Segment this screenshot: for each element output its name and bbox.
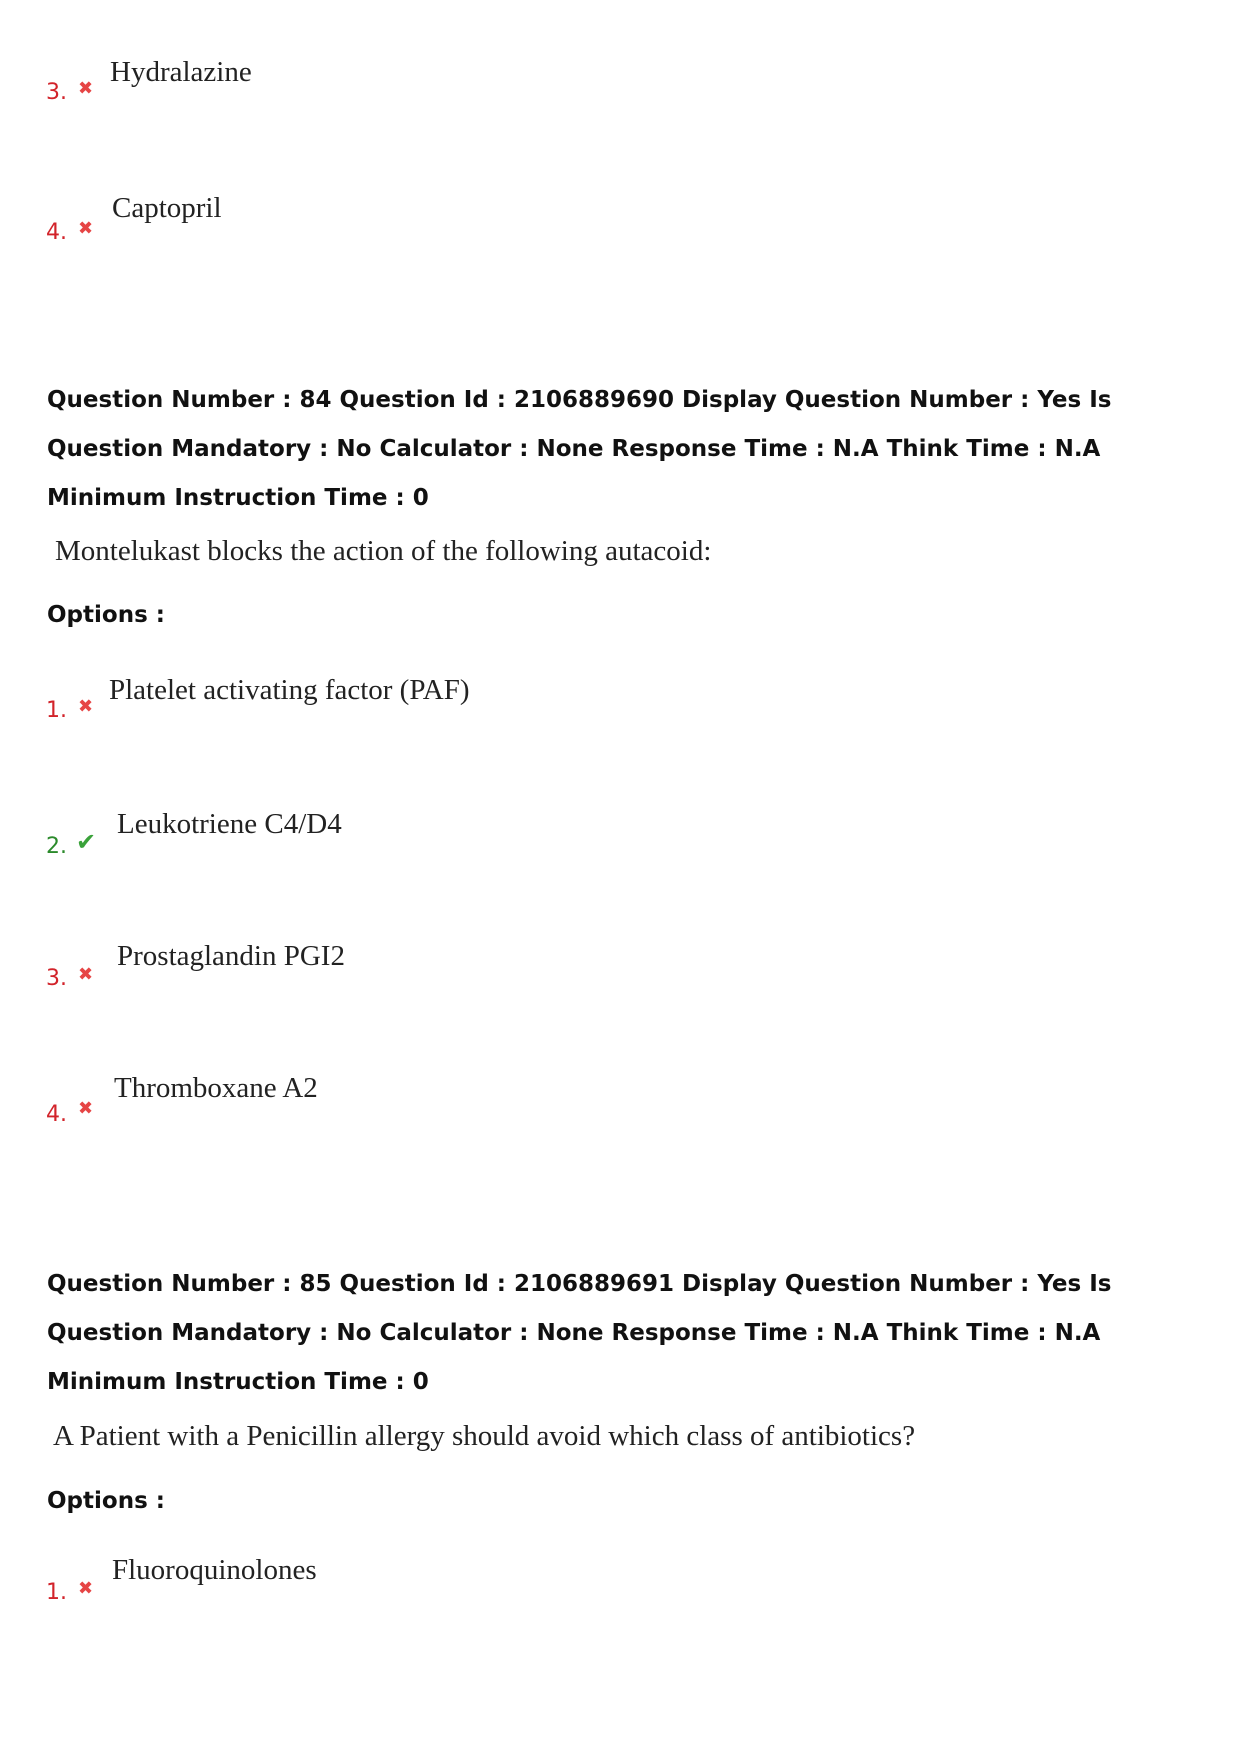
cross-icon: ✖ xyxy=(78,696,94,717)
cross-icon: ✖ xyxy=(78,964,94,985)
option-text: Captopril xyxy=(112,192,222,224)
question-text: Montelukast blocks the action of the following autacoid: xyxy=(55,535,712,567)
cross-icon: ✖ xyxy=(78,78,94,99)
question-metadata: Question Number : 84 Question Id : 2106889690 Display Question Number : Yes Is Question Mandatory : No Calculator : None Response Time : N.A Think Time : N.A Minimum Instruction Time : 0 xyxy=(47,387,1112,511)
option-text: Thromboxane A2 xyxy=(114,1072,318,1104)
options-label: Options : xyxy=(47,1488,165,1514)
option-text: Leukotriene C4/D4 xyxy=(117,808,342,840)
option-number: 2. xyxy=(46,834,67,859)
option-number: 1. xyxy=(46,698,67,723)
question-metadata: Question Number : 85 Question Id : 2106889691 Display Question Number : Yes Is Question Mandatory : No Calculator : None Response Time : N.A Think Time : N.A Minimum Instruction Time : 0 xyxy=(47,1271,1112,1395)
check-icon: ✔ xyxy=(76,828,97,856)
question-text: A Patient with a Penicillin allergy should avoid which class of antibiotics? xyxy=(53,1420,916,1452)
cross-icon: ✖ xyxy=(78,218,94,239)
option-number: 3. xyxy=(46,80,67,105)
option-text: Platelet activating factor (PAF) xyxy=(109,674,470,706)
option-number: 1. xyxy=(46,1580,67,1605)
option-text: Hydralazine xyxy=(110,56,252,88)
option-number: 4. xyxy=(46,220,67,245)
option-text: Fluoroquinolones xyxy=(112,1554,317,1586)
option-number: 4. xyxy=(46,1102,67,1127)
option-text: Prostaglandin PGI2 xyxy=(117,940,345,972)
cross-icon: ✖ xyxy=(78,1098,94,1119)
option-number: 3. xyxy=(46,966,67,991)
options-label: Options : xyxy=(47,602,165,628)
cross-icon: ✖ xyxy=(78,1578,94,1599)
